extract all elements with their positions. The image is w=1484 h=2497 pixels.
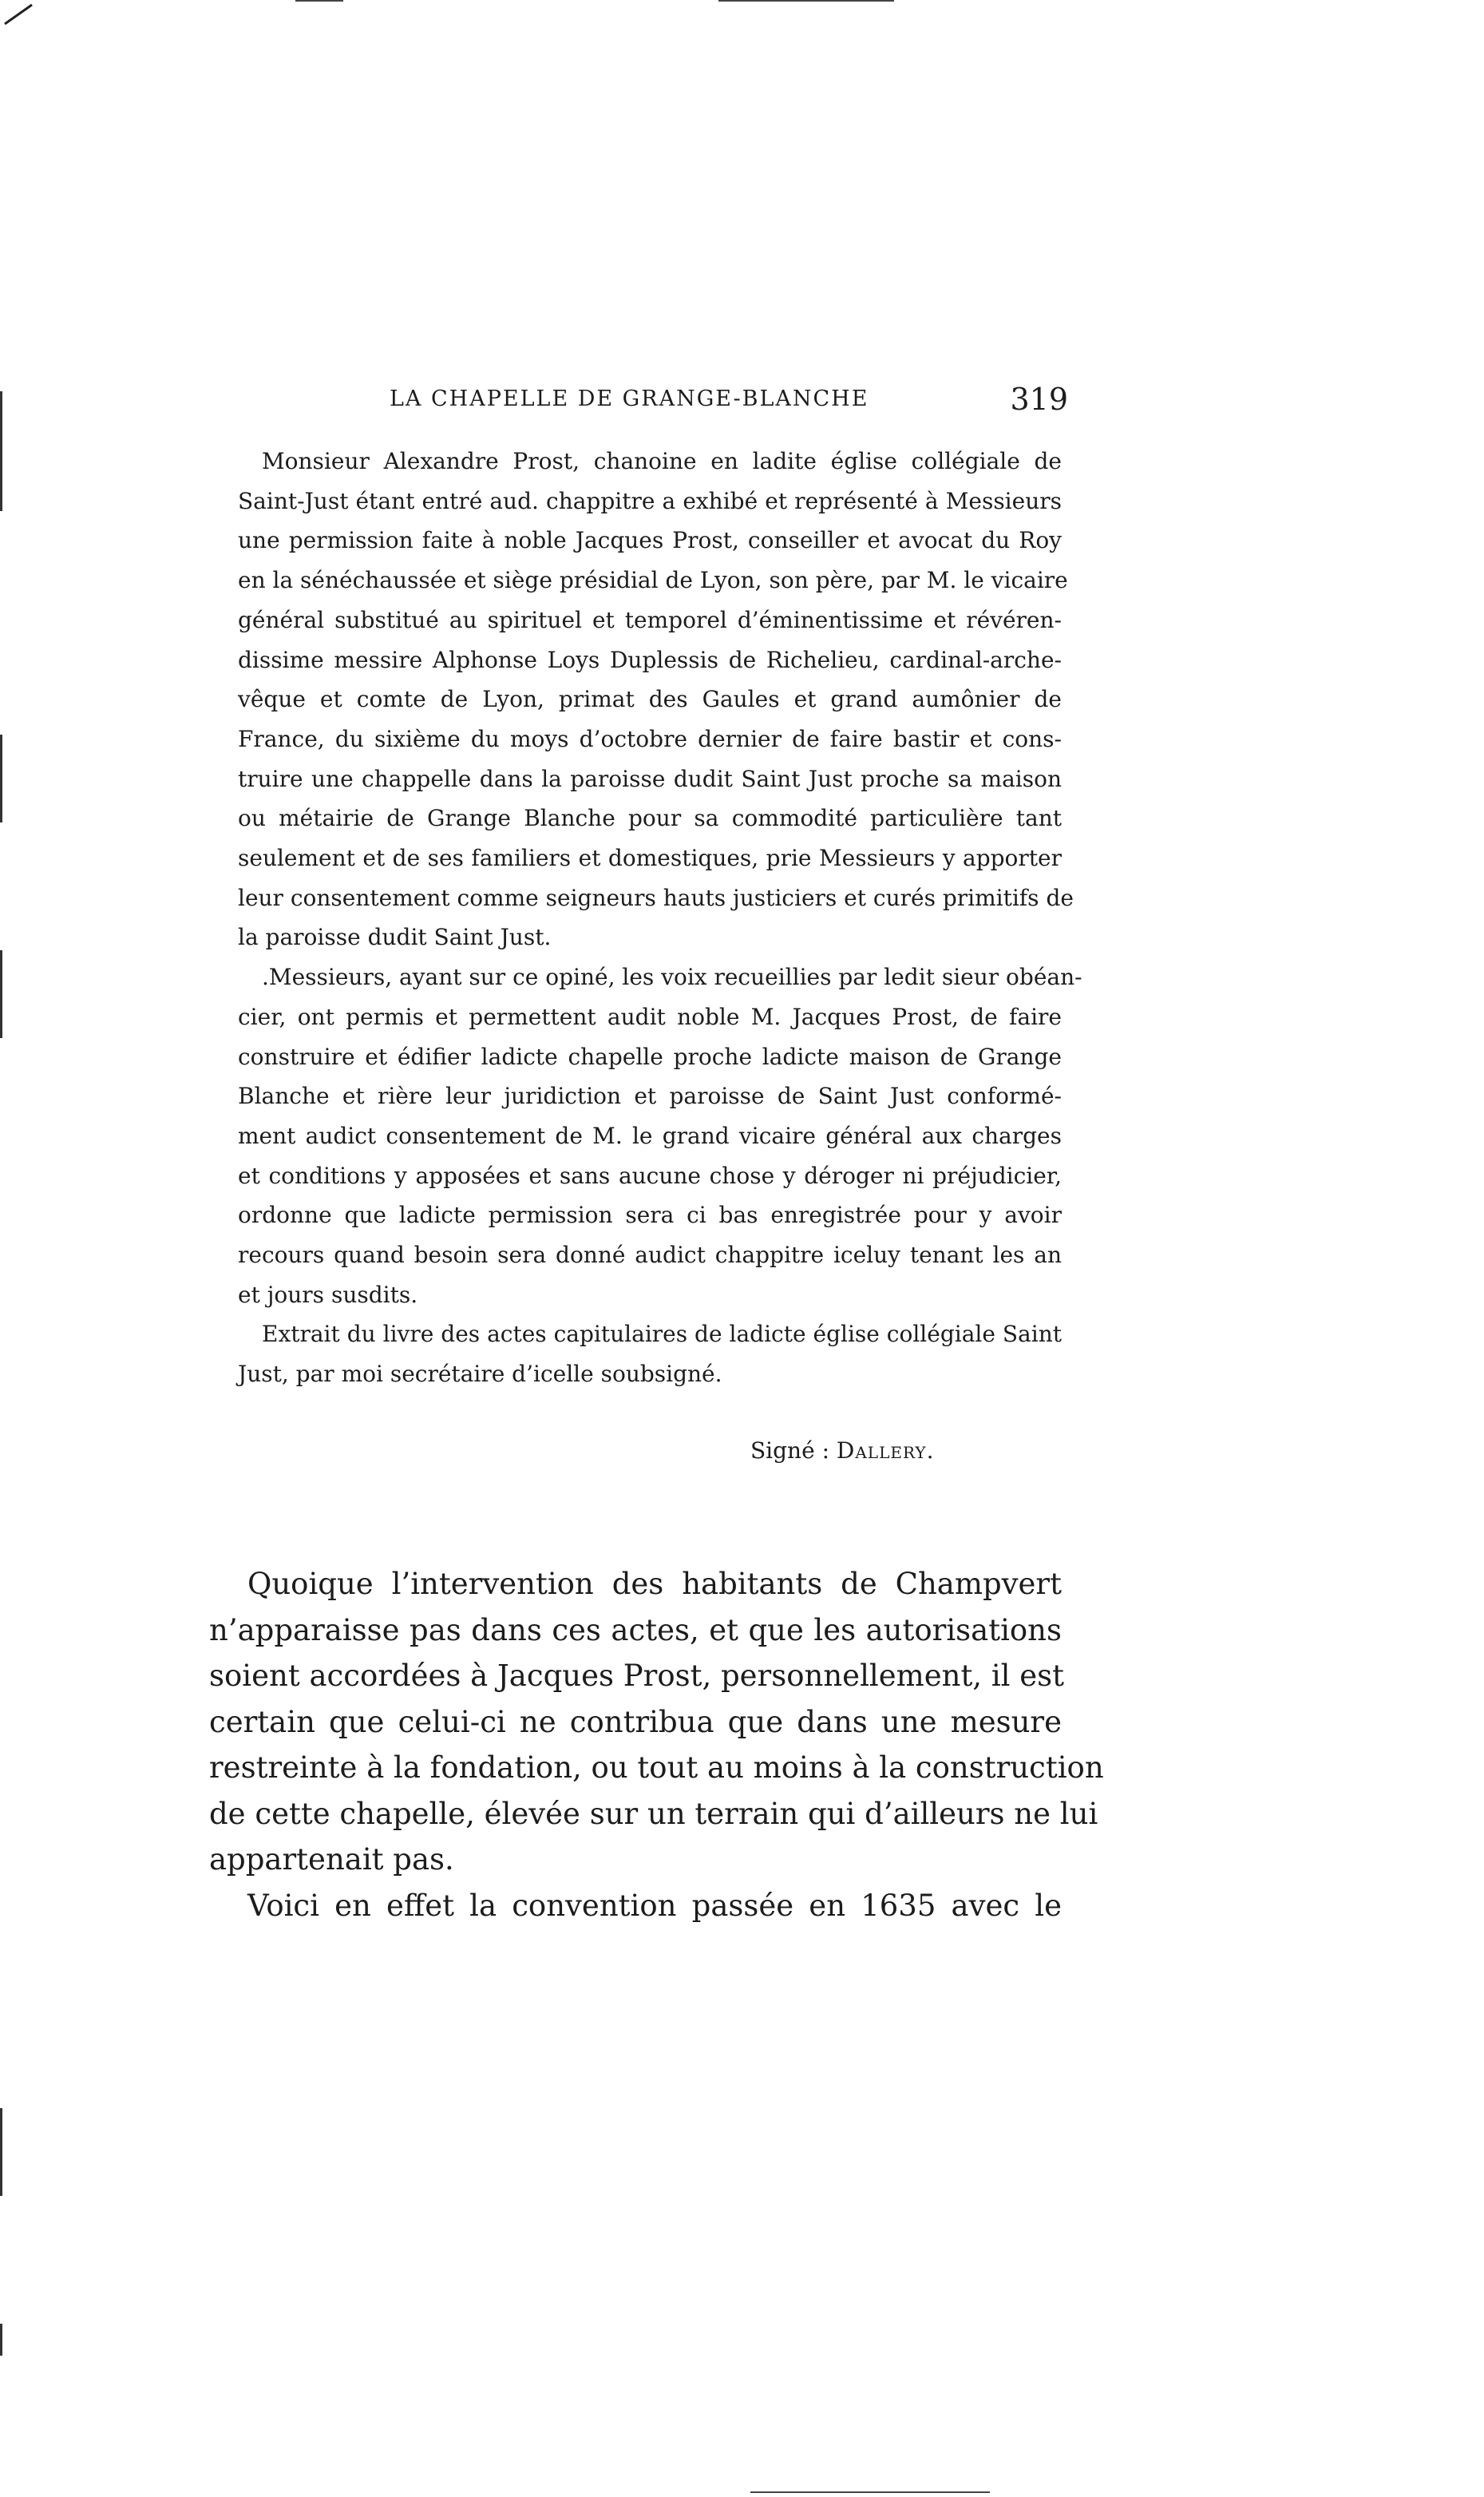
- quoted-document: [238, 442, 1082, 1394]
- body-paragraphs: [209, 1561, 1104, 1928]
- scan-rule: [750, 2491, 990, 2493]
- quoted-line: recours quand besoin sera donné audict chappitre iceluy tenant les an: [238, 1242, 1062, 1269]
- quoted-line: France, du sixième du moys d’octobre dernier de faire bastir et cons-: [238, 725, 1062, 752]
- quoted-line: cier, ont permis et permettent audit noble M. Jacques Prost, de faire: [238, 1003, 1062, 1030]
- scan-mark: [0, 2108, 2, 2196]
- signature-prefix: Signé :: [750, 1437, 829, 1464]
- running-title: LA CHAPELLE DE GRANGE-BLANCHE: [390, 386, 869, 411]
- scan-mark: [0, 391, 2, 511]
- quoted-line: général substitué au spirituel et temporel d’éminentissime et révéren-: [238, 606, 1062, 633]
- scan-rule: [295, 0, 343, 2]
- quoted-line: leur consentement comme seigneurs hauts justiciers et curés primitifs de: [238, 884, 1074, 911]
- pen-stroke-mark: [3, 0, 35, 32]
- body-line: n’apparaisse pas dans ces actes, et que les autorisations: [209, 1612, 1062, 1647]
- quoted-line: ment audict consentement de M. le grand vicaire général aux charges: [238, 1122, 1062, 1149]
- quoted-line: et jours susdits.: [238, 1281, 418, 1308]
- quoted-line: Just, par moi secrétaire d’icelle soubsigné.: [238, 1361, 722, 1388]
- quoted-line: truire une chappelle dans la paroisse dudit Saint Just proche sa maison: [238, 765, 1062, 792]
- body-line: certain que celui-ci ne contribua que dans une mesure: [209, 1704, 1062, 1739]
- quoted-line: Saint-Just étant entré aud. chappitre a exhibé et représenté à Messieurs: [238, 487, 1062, 514]
- quoted-line: la paroisse dudit Saint Just.: [238, 924, 552, 951]
- quoted-line: construire et édifier ladicte chapelle proche ladicte maison de Grange: [238, 1043, 1062, 1070]
- body-line: Voici en effet la convention passée en 1635 avec le: [247, 1888, 1062, 1923]
- quoted-line: ou métairie de Grange Blanche pour sa commodité particulière tant: [238, 805, 1062, 832]
- scan-mark: [0, 735, 2, 822]
- quoted-line: une permission faite à noble Jacques Prost, conseiller et avocat du Roy: [238, 527, 1062, 554]
- quoted-line: Monsieur Alexandre Prost, chanoine en ladite église collégiale de: [262, 448, 1062, 474]
- quoted-line: et conditions y apposées et sans aucune chose y déroger ni préjudicier,: [238, 1162, 1062, 1189]
- scan-rule: [718, 0, 894, 2]
- body-line: restreinte à la fondation, ou tout au moins à la construction: [209, 1750, 1104, 1785]
- quoted-line: dissime messire Alphonse Loys Duplessis de Richelieu, cardinal-arche-: [238, 646, 1062, 673]
- signature: [750, 1437, 935, 1464]
- page-number: 319: [1010, 382, 1068, 417]
- quoted-line: ordonne que ladicte permission sera ci bas enregistrée pour y avoir: [238, 1202, 1062, 1229]
- quoted-line: Blanche et rière leur juridiction et paroisse de Saint Just conformé-: [238, 1083, 1062, 1110]
- quoted-line: .Messieurs, ayant sur ce opiné, les voix recueillies par ledit sieur obéan-: [262, 964, 1082, 991]
- page-header: [238, 382, 1068, 422]
- body-line: soient accordées à Jacques Prost, personnellement, il est: [209, 1659, 1065, 1693]
- quoted-line: vêque et comte de Lyon, primat des Gaules et grand aumônier de: [238, 686, 1062, 713]
- scan-mark: [0, 2324, 2, 2356]
- body-line: appartenait pas.: [209, 1842, 454, 1877]
- quoted-line: en la sénéchaussée et siège présidial de Lyon, son père, par M. le vicaire: [238, 567, 1068, 594]
- body-line: Quoique l’intervention des habitants de Champvert: [247, 1567, 1062, 1601]
- signature-name: Dallery.: [836, 1437, 935, 1464]
- quoted-line: Extrait du livre des actes capitulaires de ladicte église collégiale Saint: [262, 1321, 1062, 1348]
- body-line: de cette chapelle, élevée sur un terrain qui d’ailleurs ne lui: [209, 1796, 1098, 1831]
- quoted-line: seulement et de ses familiers et domestiques, prie Messieurs y apporter: [238, 845, 1062, 872]
- scan-mark: [0, 950, 2, 1038]
